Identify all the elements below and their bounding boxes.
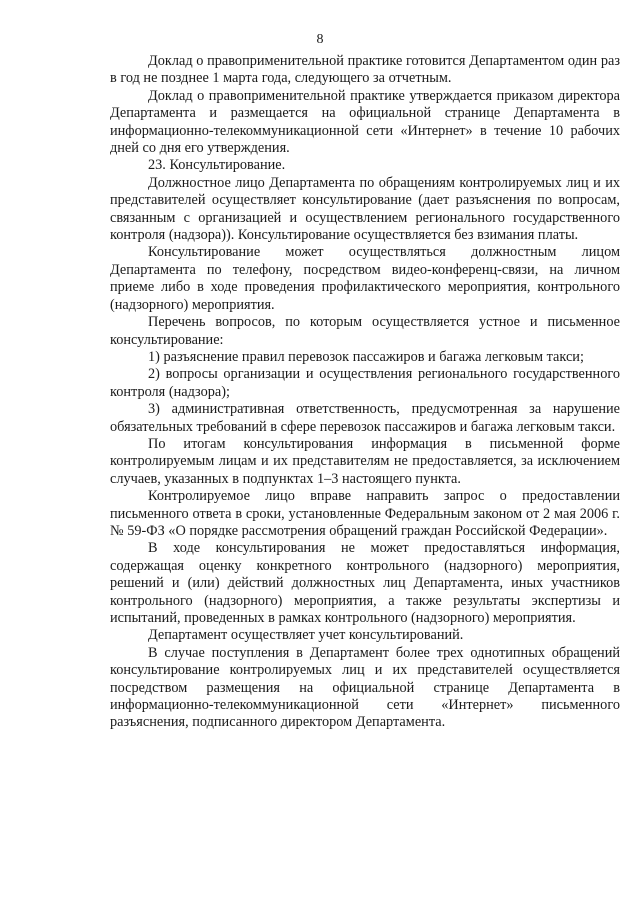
paragraph-report-deadline: Доклад о правоприменительной практике готовится Департаментом один раз в год не позднее 1 марта года, следующего за отчетным. [110,53,620,87]
paragraph-question-list-intro: Перечень вопросов, по которым осуществляется устное и письменное консультирование: [110,314,620,348]
paragraph-consulting-record: Департамент осуществляет учет консультирований. [148,627,464,644]
paragraph-consulting-methods: Консультирование может осуществляться должностным лицом Департамента по телефону, посредством видео-конференц-связи, на личном приеме либо в ходе проведения профилактического мероприятия, контрольного (надзорного) мероприятия. [110,244,620,313]
list-item-2: 2) вопросы организации и осуществления регионального государственного контроля (надзора); [110,366,620,400]
list-item-1: 1) разъяснение правил перевозок пассажиров и багажа легковым такси; [148,348,584,365]
paragraph-restricted-info: В ходе консультирования не может предоставляться информация, содержащая оценку конкретного контрольного (надзорного) мероприятия, решений и (или) действий должностных лиц Департамента, иных участников контрольного (надзорного) мероприятия, а также результаты экспертизы и испытаний, проведенных в рамках контрольного (надзорного) мероприятия. [110,540,620,626]
paragraph-written-info: По итогам консультирования информация в письменной форме контролируемым лицам и их представителям не предоставляется, за исключением случаев, указанных в подпунктах 1–3 настоящего пункта. [110,435,620,487]
list-item-3: 3) административная ответственность, предусмотренная за нарушение обязательных требований в сфере перевозок пассажиров и багажа легковым такси. [110,401,620,435]
page-number: 8 [316,32,324,47]
paragraph-written-request: Контролируемое лицо вправе направить запрос о предоставлении письменного ответа в сроки, установленные Федеральным законом от 2 мая 2006 г. № 59-ФЗ «О порядке рассмотрения обращений граждан Российской Федерации». [110,488,620,539]
paragraph-report-approval: Доклад о правоприменительной практике утверждается приказом директора Департамента и размещается на официальной странице Департамента в информационно-телекоммуникационной сети «Интернет» в течение 10 рабочих дней со дня его утверждения. [110,87,620,157]
section-heading-consulting: 23. Консультирование. [148,157,286,174]
document-body [110,53,620,732]
paragraph-consulting-description: Должностное лицо Департамента по обращениям контролируемых лиц и их представителей осуществляет консультирование (дает разъяснения по вопросам, связанным с организацией и осуществлением регионального государственного контроля (надзора)). Консультирование осуществляется без взимания платы. [110,174,620,244]
paragraph-published-clarification: В случае поступления в Департамент более трех однотипных обращений консультирование контролируемых лиц и их представителей осуществляется посредством размещения на официальной странице Департамента в информационно-телекоммуникационной сети «Интернет» письменного разъяснения, подписанного директором Департамента. [110,644,620,731]
